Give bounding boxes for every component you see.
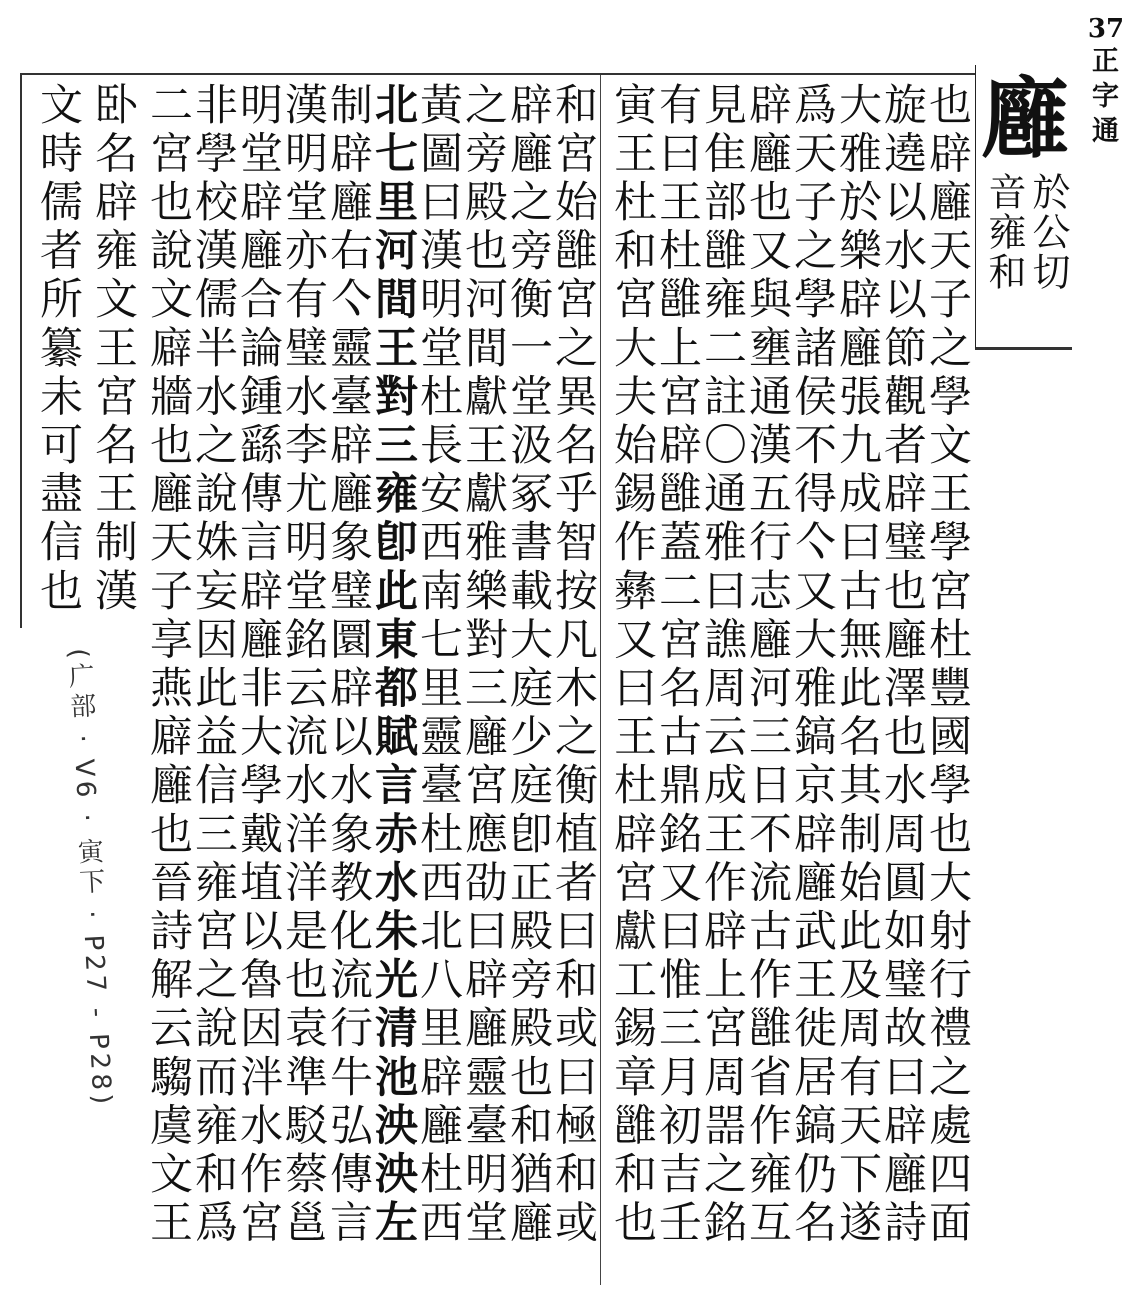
text-column-7: 有曰王杜雝上宮辟雝蓋二宮名古鼎銘又曰惟三月初吉壬 <box>652 82 702 1249</box>
text-column-16: 明堂辟廱合論鍾繇傳言辟廱非大學戴埴以魯因泮水作宮 <box>233 82 283 1249</box>
text-column-10: 辟廱之旁衡一堂汲冢書載大庭少庭卽正殿旁殿也和猶廱 <box>503 82 553 1249</box>
text-column-2: 旋遶以水以節觀者辟璧也廱澤也水周圓如璧故曰辟廱詩 <box>877 82 927 1249</box>
text-column-13: 北七里河間王對三雍卽此東都賦言赤水朱光清池泱泱左 <box>368 82 418 1249</box>
headword-character: 廱 <box>980 66 1069 170</box>
text-column-14: 制辟廱右亽靈臺辟廱象璧圜辟以水象教化流行牛弘傳言 <box>323 82 373 1249</box>
headword-sound: 音雍和 <box>982 172 1026 292</box>
page-number: 37 <box>1087 14 1125 44</box>
text-column-18: 二宮也說文廦牆也廱天子享燕廦廱也晉詩解云騶虞文王 <box>143 82 193 1249</box>
text-column-6: 見隹部雝雍二註〇通雅曰譙周云成王作辟上宮周噐之銘 <box>697 82 747 1249</box>
headword-reading: 於公切 <box>1026 172 1070 292</box>
text-column-5: 辟廱也又與壅通漢五行志廱河三日不流古作雝省作雍互 <box>742 82 792 1249</box>
left-rule <box>20 73 22 628</box>
handwritten-margin-note: (广部 · V6 · 寅下 · P27 - P28) <box>62 647 117 1109</box>
text-column-15: 漢明堂亦有璧水李尤明堂銘云流水洋洋是也袁準駁蔡邕 <box>278 82 328 1249</box>
text-column-8: 寅王杜和宮大夫始錫作彝又曰王杜辟宮獻工錫章雝和也 <box>607 82 657 1249</box>
text-column-20: 文時儒者所纂未可盡信也 <box>33 82 83 617</box>
text-column-11: 之旁殿也河間獻王獻雅樂對三廱宮應劭曰辟廱靈臺明堂 <box>458 82 508 1249</box>
column-separator <box>600 75 601 1285</box>
text-column-1: 也辟廱天子之學文王學宮杜豐國學也大射行禮之處四面 <box>922 82 972 1249</box>
text-column-4: 爲天子之學諸侯不得亽又大雅鎬京辟廱武王徙居鎬仍名 <box>787 82 837 1249</box>
text-column-19: 卧名辟雍文王宮名王制漢 <box>88 82 138 617</box>
text-column-3: 大雅於樂辟廱張九成曰古無此名其制始此及周有天下遂 <box>832 82 882 1249</box>
top-rule <box>20 73 975 75</box>
book-title: 正字通 <box>1087 46 1118 151</box>
text-column-9: 和宮始雝宮之異名乎智按凡木之衡植者曰和或曰極和或 <box>548 82 598 1249</box>
text-column-12: 黃圖曰漢明堂杜長安西南七里靈臺杜西北八里辟廱杜西 <box>413 82 463 1249</box>
text-column-17: 非學校漢儒半水之說姝妄因此益信三雍宮之說而雍和爲 <box>188 82 238 1249</box>
